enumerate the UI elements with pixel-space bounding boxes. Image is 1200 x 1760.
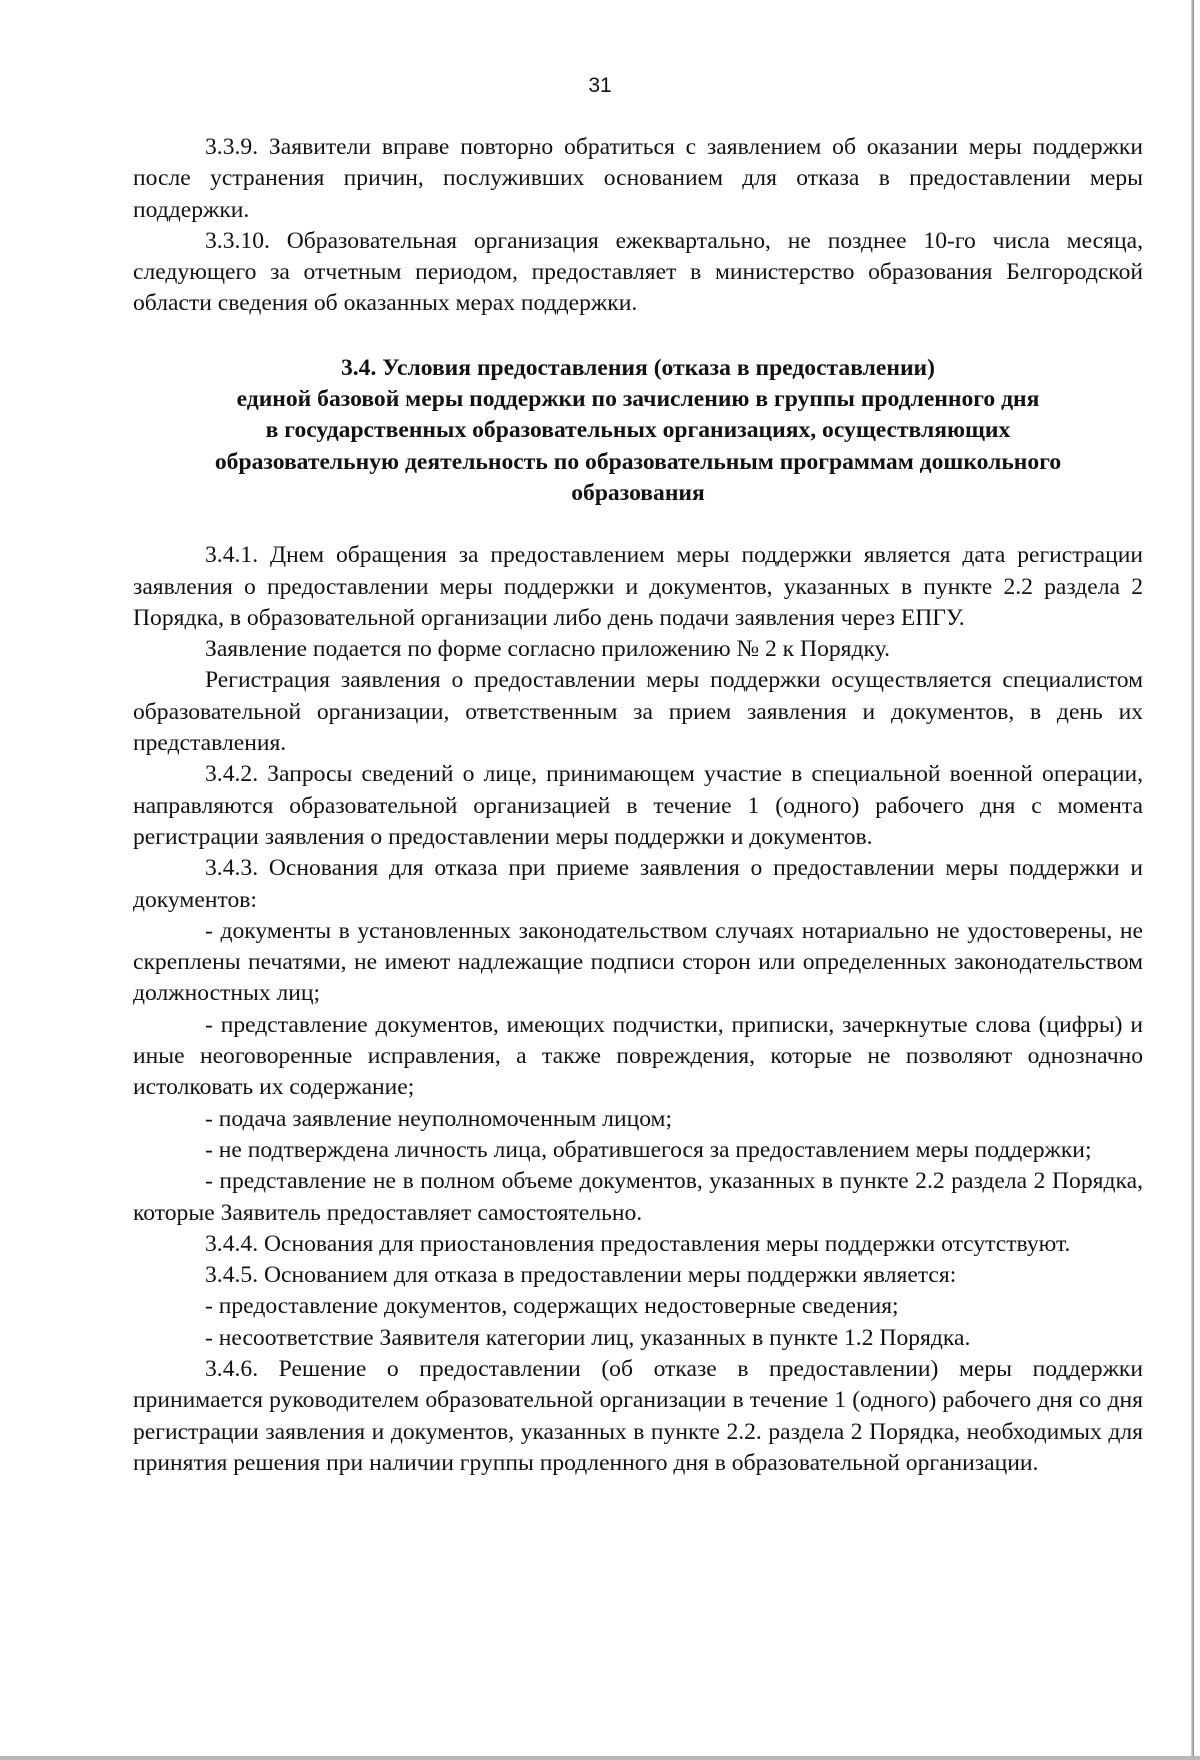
section-heading-line: образования bbox=[571, 479, 705, 506]
paragraph-3-4-3: 3.4.3. Основания для отказа при приеме заявления о предоставлении меры поддержки и документов: bbox=[133, 855, 1143, 913]
scan-edge-right bbox=[1191, 0, 1194, 1760]
page-number: 31 bbox=[588, 74, 612, 97]
paragraph-3-3-10: 3.3.10. Образовательная организация ежеквартально, не позднее 10-го числа месяца, следующего за отчетным периодом, предоставляет в министерство образования Белгородской области сведения об оказанных мерах поддержки. bbox=[133, 227, 1143, 317]
paragraph-3-4-1: 3.4.1. Днем обращения за предоставлением меры поддержки является дата регистрации заявления о предоставлении меры поддержки и документов, указанных в пункте 2.2 раздела 2 Порядка, в образовательной организации либо день подачи заявления через ЕПГУ. bbox=[133, 542, 1143, 631]
section-heading-line: единой базовой меры поддержки по зачислению в группы продленного дня bbox=[236, 386, 1040, 413]
list-item-denial-ground: - несоответствие Заявителя категории лиц, указанных в пункте 1.2 Порядка. bbox=[205, 1324, 971, 1351]
document-body bbox=[133, 132, 1143, 1479]
paragraph-registration: Регистрация заявления о предоставлении меры поддержки осуществляется специалистом образовательной организации, ответственным за прием заявления и документов, в день их представления. bbox=[133, 667, 1143, 757]
paragraph-3-4-5: 3.4.5. Основанием для отказа в предоставлении меры поддержки является: bbox=[205, 1262, 957, 1289]
paragraph-3-4-4: 3.4.4. Основания для приостановления предоставления меры поддержки отсутствуют. bbox=[205, 1230, 1071, 1257]
section-heading-line: 3.4. Условия предоставления (отказа в предоставлении) bbox=[340, 354, 936, 381]
section-heading-line: образовательную деятельность по образовательным программам дошкольного bbox=[214, 448, 1062, 475]
section-heading-line: в государственных образовательных организациях, осуществляющих bbox=[265, 417, 1011, 444]
section-heading-3-4 bbox=[133, 353, 1143, 509]
list-item-refusal-ground: - документы в установленных законодательством случаях нотариально не удостоверены, не скреплены печатями, не имеют надлежащие подписи сторон или определенных законодательством должностных лиц; bbox=[133, 917, 1143, 1007]
list-item-refusal-ground: - подача заявление неуполномоченным лицом; bbox=[205, 1105, 673, 1132]
list-item-refusal-ground: - не подтверждена личность лица, обратившегося за предоставлением меры поддержки; bbox=[205, 1136, 1092, 1163]
list-item-denial-ground: - предоставление документов, содержащих недостоверные сведения; bbox=[205, 1293, 899, 1320]
paragraph-3-3-9: 3.3.9. Заявители вправе повторно обратиться с заявлением об оказании меры поддержки после устранения причин, послуживших основанием для отказа в предоставлении меры поддержки. bbox=[133, 134, 1143, 223]
scan-edge-bottom bbox=[0, 1756, 1200, 1760]
paragraph-3-4-2: 3.4.2. Запросы сведений о лице, принимающем участие в специальной военной операции, направляются образовательной организацией в течение 1 (одного) рабочего дня с момента регистрации заявления о предоставлении меры поддержки и документов. bbox=[133, 761, 1143, 850]
paragraph-3-4-6: 3.4.6. Решение о предоставлении (об отказе в предоставлении) меры поддержки принимается руководителем образовательной организации в течение 1 (одного) рабочего дня со дня регистрации заявления и документов, указанных в пункте 2.2. раздела 2 Порядка, необходимых для принятия решения при наличии группы продленного дня в образовательной организации. bbox=[133, 1355, 1143, 1476]
list-item-refusal-ground: - представление документов, имеющих подчистки, приписки, зачеркнутые слова (цифры) и иные неоговоренные исправления, а также повреждения, которые не позволяют однозначно истолковать их содержание; bbox=[133, 1011, 1143, 1101]
list-item-refusal-ground: - представление не в полном объеме документов, указанных в пункте 2.2 раздела 2 Порядка, которые Заявитель предоставляет самостоятельно. bbox=[133, 1168, 1143, 1226]
paragraph-application-form: Заявление подается по форме согласно приложению № 2 к Порядку. bbox=[205, 636, 890, 663]
